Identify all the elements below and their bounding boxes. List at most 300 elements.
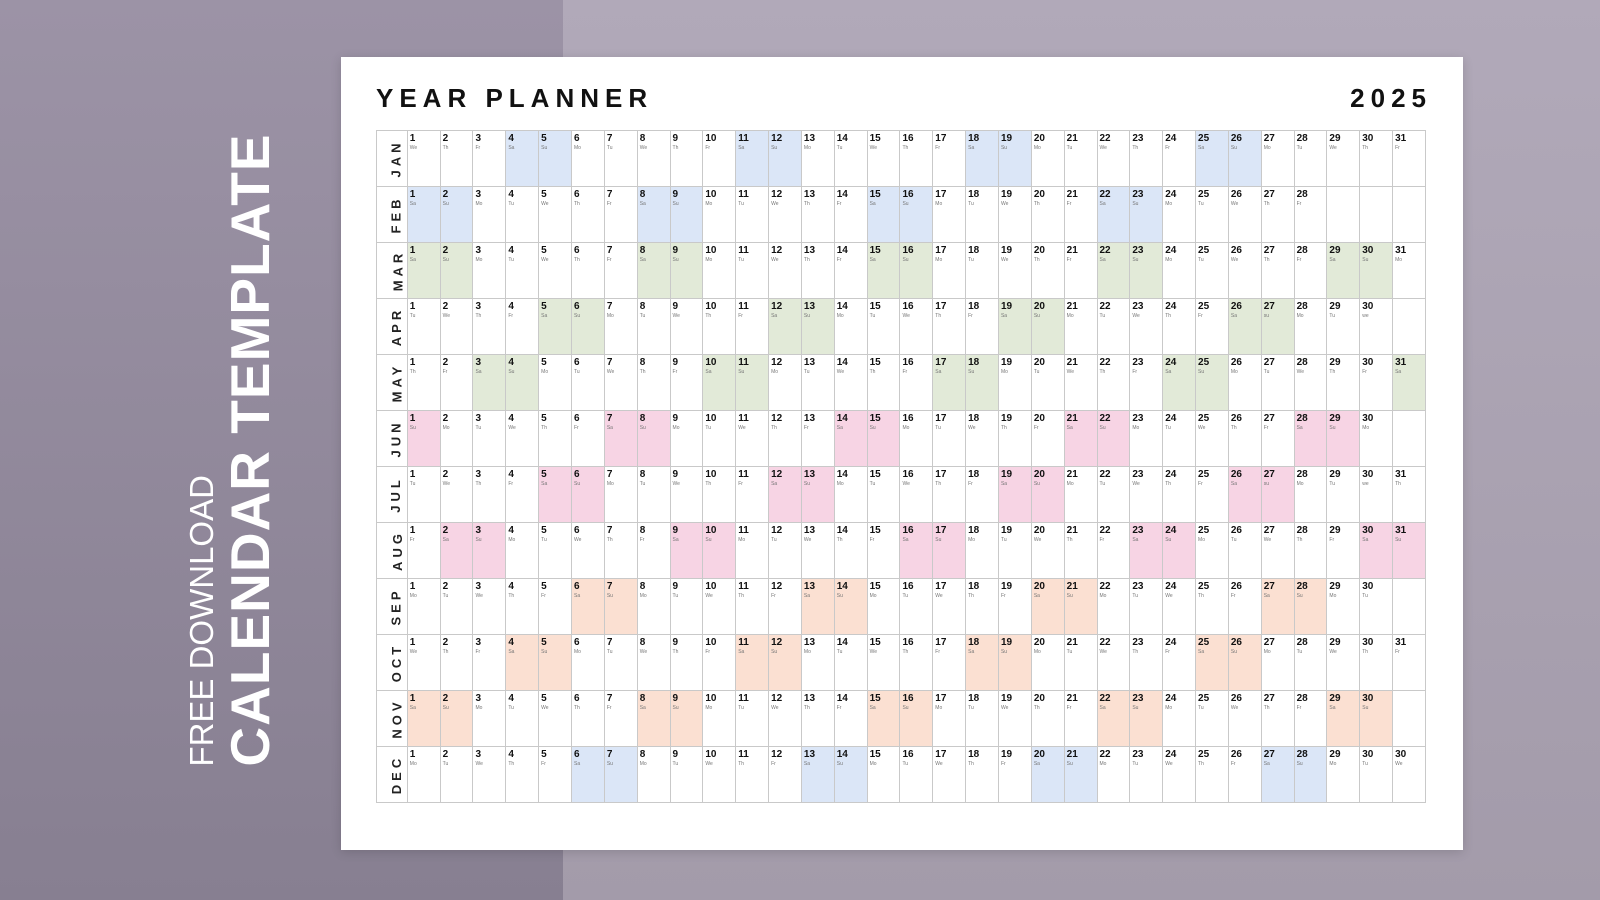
day-number: 28 xyxy=(1296,189,1308,200)
day-cell xyxy=(440,579,473,635)
weekday-abbrev: Mo xyxy=(1165,257,1173,263)
day-cell xyxy=(769,691,802,747)
weekday-abbrev: Sa xyxy=(672,537,679,543)
weekday-abbrev: Tu xyxy=(1329,313,1336,319)
day-number: 13 xyxy=(803,245,816,256)
weekday-abbrev: Tu xyxy=(902,761,909,767)
day-number: 6 xyxy=(574,301,580,312)
weekday-abbrev: We xyxy=(1263,537,1272,543)
weekday-abbrev: Su xyxy=(1132,705,1139,711)
weekday-abbrev: We xyxy=(771,201,779,207)
day-cell xyxy=(572,635,605,691)
weekday-abbrev: Mo xyxy=(1099,761,1107,767)
empty-day-cell xyxy=(1327,187,1360,243)
weekday-abbrev: Sa xyxy=(541,481,548,487)
day-number: 26 xyxy=(1230,637,1242,648)
day-number: 6 xyxy=(574,245,580,256)
day-number: 16 xyxy=(902,133,914,144)
side-promo-text xyxy=(182,133,281,767)
day-cell xyxy=(966,411,999,467)
month-row-feb xyxy=(377,187,1426,243)
calendar-template-heading: CALENDAR TEMPLATE xyxy=(219,133,281,767)
day-number: 18 xyxy=(968,469,980,480)
weekday-abbrev: Th xyxy=(606,537,613,543)
day-number: 22 xyxy=(1099,245,1111,256)
day-number: 21 xyxy=(1066,245,1078,256)
day-cell xyxy=(572,691,605,747)
weekday-abbrev: Th xyxy=(1198,761,1204,767)
weekday-abbrev: Fr xyxy=(1395,649,1400,655)
day-cell xyxy=(506,355,539,411)
weekday-abbrev: Sa xyxy=(1099,257,1106,263)
day-number: 14 xyxy=(836,525,848,536)
day-number: 7 xyxy=(606,189,613,200)
day-number: 24 xyxy=(1165,469,1177,480)
day-number: 27 xyxy=(1263,581,1275,592)
weekday-abbrev: Th xyxy=(1230,425,1237,431)
day-cell xyxy=(900,355,933,411)
day-number: 15 xyxy=(869,133,881,144)
day-cell xyxy=(1327,299,1360,355)
weekday-abbrev: Mo xyxy=(836,313,844,319)
day-cell xyxy=(1031,243,1064,299)
weekday-abbrev: We xyxy=(1198,425,1206,431)
weekday-abbrev: Su xyxy=(409,425,416,431)
day-number: 15 xyxy=(869,525,881,536)
day-cell xyxy=(604,131,637,187)
weekday-abbrev: Tu xyxy=(1099,481,1106,487)
weekday-abbrev: Tu xyxy=(1000,537,1007,543)
day-cell xyxy=(1393,635,1426,691)
day-number: 7 xyxy=(606,133,613,144)
day-cell xyxy=(933,299,966,355)
weekday-abbrev: Th xyxy=(869,369,876,375)
weekday-abbrev: Mo xyxy=(1329,593,1337,599)
day-cell xyxy=(1393,747,1426,803)
day-cell xyxy=(539,187,572,243)
weekday-abbrev: Mo xyxy=(705,257,713,263)
day-number: 20 xyxy=(1033,189,1045,200)
weekday-abbrev: Th xyxy=(672,649,679,655)
day-number: 12 xyxy=(771,693,783,704)
day-number: 6 xyxy=(574,357,580,368)
day-cell xyxy=(801,411,834,467)
day-number: 11 xyxy=(738,189,749,200)
day-number: 28 xyxy=(1296,357,1308,368)
weekday-abbrev: Mo xyxy=(1033,649,1041,655)
month-label-cell xyxy=(377,523,408,579)
weekday-abbrev: Fr xyxy=(968,481,973,487)
day-number: 27 xyxy=(1263,637,1275,648)
day-cell xyxy=(1196,579,1229,635)
day-number: 13 xyxy=(803,189,816,200)
day-number: 14 xyxy=(836,189,848,200)
day-cell xyxy=(834,299,867,355)
day-cell xyxy=(1031,467,1064,523)
weekday-abbrev: Su xyxy=(803,481,811,487)
weekday-abbrev: Su xyxy=(508,369,515,375)
day-cell xyxy=(1163,243,1196,299)
weekday-abbrev: We xyxy=(1395,761,1403,767)
day-cell xyxy=(670,243,703,299)
day-cell xyxy=(769,467,802,523)
weekday-abbrev: We xyxy=(541,201,549,207)
weekday-abbrev: Su xyxy=(1066,761,1073,767)
day-number: 15 xyxy=(869,469,881,480)
day-number: 16 xyxy=(902,357,914,368)
weekday-abbrev: We xyxy=(475,761,483,767)
day-cell xyxy=(1261,131,1294,187)
day-cell xyxy=(506,187,539,243)
weekday-abbrev: Su xyxy=(1198,369,1205,375)
day-cell xyxy=(1130,355,1163,411)
weekday-abbrev: Tu xyxy=(1198,257,1204,263)
day-number: 23 xyxy=(1132,693,1144,704)
day-cell xyxy=(998,747,1031,803)
day-number: 20 xyxy=(1033,637,1045,648)
weekday-abbrev: Mo xyxy=(574,145,581,151)
day-cell xyxy=(1327,691,1360,747)
weekday-abbrev: Sa xyxy=(541,313,548,319)
weekday-abbrev: Tu xyxy=(1033,369,1040,375)
day-cell xyxy=(604,355,637,411)
weekday-abbrev: Th xyxy=(639,369,646,375)
day-cell xyxy=(1196,523,1229,579)
day-cell xyxy=(736,579,769,635)
day-number: 14 xyxy=(836,301,848,312)
day-number: 20 xyxy=(1033,525,1045,536)
day-cell xyxy=(1031,131,1064,187)
day-cell xyxy=(1294,411,1327,467)
weekday-abbrev: Th xyxy=(1362,649,1369,655)
weekday-abbrev: Sa xyxy=(1296,425,1303,431)
weekday-abbrev: We xyxy=(541,257,549,263)
day-number: 1 xyxy=(409,749,416,760)
day-number: 11 xyxy=(738,693,749,704)
day-cell xyxy=(1097,187,1130,243)
weekday-abbrev: Fr xyxy=(738,481,743,487)
day-cell xyxy=(1130,131,1163,187)
weekday-abbrev: Su xyxy=(1362,257,1369,263)
day-number: 12 xyxy=(771,357,783,368)
day-number: 1 xyxy=(409,469,416,480)
day-number: 22 xyxy=(1099,413,1111,424)
weekday-abbrev: We xyxy=(836,369,845,375)
day-number: 23 xyxy=(1132,413,1144,424)
weekday-abbrev: Mo xyxy=(1263,145,1271,151)
weekday-abbrev: We xyxy=(1329,649,1337,655)
day-cell xyxy=(1097,635,1130,691)
weekday-abbrev: Tu xyxy=(574,369,580,375)
weekday-abbrev: Fr xyxy=(442,369,448,375)
day-number: 1 xyxy=(409,637,416,648)
day-number: 15 xyxy=(869,189,881,200)
day-cell xyxy=(900,411,933,467)
month-row-jan xyxy=(377,131,1426,187)
day-cell xyxy=(1327,523,1360,579)
weekday-abbrev: Sa xyxy=(1263,761,1270,767)
day-cell xyxy=(1261,243,1294,299)
day-cell xyxy=(1064,523,1097,579)
weekday-abbrev: Tu xyxy=(902,593,909,599)
day-number: 4 xyxy=(508,245,514,256)
day-cell xyxy=(473,691,506,747)
day-number: 2 xyxy=(442,581,449,592)
day-number: 28 xyxy=(1296,301,1308,312)
weekday-abbrev: Mo xyxy=(1230,369,1238,375)
day-cell xyxy=(1360,635,1393,691)
day-number: 20 xyxy=(1033,469,1045,480)
weekday-abbrev: Th xyxy=(442,649,449,655)
weekday-abbrev: Tu xyxy=(705,425,712,431)
weekday-abbrev: Tu xyxy=(606,145,613,151)
day-number: 3 xyxy=(475,245,482,256)
day-cell xyxy=(933,467,966,523)
day-number: 28 xyxy=(1296,693,1308,704)
day-cell xyxy=(604,411,637,467)
day-number: 21 xyxy=(1066,301,1078,312)
weekday-abbrev: Tu xyxy=(639,481,646,487)
weekday-abbrev: Tu xyxy=(475,425,482,431)
day-cell xyxy=(506,411,539,467)
weekday-abbrev: su xyxy=(1263,313,1269,319)
weekday-abbrev: Sa xyxy=(475,369,482,375)
weekday-abbrev: Sa xyxy=(1198,145,1205,151)
day-number: 6 xyxy=(574,637,580,648)
day-number: 24 xyxy=(1165,637,1177,648)
day-cell xyxy=(1327,355,1360,411)
day-number: 27 xyxy=(1263,469,1275,480)
day-number: 22 xyxy=(1099,693,1111,704)
weekday-abbrev: Sa xyxy=(1066,425,1073,431)
weekday-abbrev: Th xyxy=(935,481,942,487)
weekday-abbrev: Th xyxy=(935,313,942,319)
weekday-abbrev: Th xyxy=(1329,369,1336,375)
day-number: 28 xyxy=(1296,469,1308,480)
weekday-abbrev: Mo xyxy=(1165,201,1173,207)
weekday-abbrev: Su xyxy=(1000,649,1008,655)
day-cell xyxy=(572,243,605,299)
weekday-abbrev: Su xyxy=(1066,593,1073,599)
weekday-abbrev: Mo xyxy=(672,425,680,431)
weekday-abbrev: We xyxy=(409,145,418,151)
day-cell xyxy=(1261,747,1294,803)
weekday-abbrev: We xyxy=(541,705,549,711)
day-number: 11 xyxy=(738,245,749,256)
day-number: 14 xyxy=(836,693,848,704)
weekday-abbrev: Su xyxy=(803,313,811,319)
day-cell xyxy=(1261,411,1294,467)
weekday-abbrev: Mo xyxy=(1132,425,1140,431)
day-number: 15 xyxy=(869,637,881,648)
day-number: 30 xyxy=(1362,245,1374,256)
weekday-abbrev: Su xyxy=(902,705,909,711)
day-number: 2 xyxy=(442,245,449,256)
day-cell xyxy=(1261,579,1294,635)
weekday-abbrev: Fr xyxy=(541,593,546,599)
day-cell xyxy=(1327,747,1360,803)
day-number: 24 xyxy=(1165,749,1177,760)
day-cell xyxy=(539,523,572,579)
day-number: 7 xyxy=(606,245,613,256)
day-number: 11 xyxy=(738,581,749,592)
weekday-abbrev: Fr xyxy=(1296,257,1302,263)
day-number: 10 xyxy=(705,189,717,200)
weekday-abbrev: Sa xyxy=(1033,593,1040,599)
weekday-abbrev: Fr xyxy=(606,201,612,207)
month-row-dec xyxy=(377,747,1426,803)
weekday-abbrev: Sa xyxy=(639,201,646,207)
day-cell xyxy=(966,131,999,187)
day-cell xyxy=(703,523,736,579)
weekday-abbrev: Th xyxy=(475,481,482,487)
weekday-abbrev: Fr xyxy=(705,649,711,655)
day-cell xyxy=(1031,635,1064,691)
weekday-abbrev: Mo xyxy=(935,705,943,711)
day-cell xyxy=(539,299,572,355)
day-cell xyxy=(1163,467,1196,523)
day-number: 30 xyxy=(1362,413,1374,424)
day-cell xyxy=(867,691,900,747)
day-number: 12 xyxy=(771,581,783,592)
day-cell xyxy=(1360,243,1393,299)
day-cell xyxy=(1163,747,1196,803)
day-cell xyxy=(637,691,670,747)
day-cell xyxy=(1196,747,1229,803)
day-cell xyxy=(867,635,900,691)
day-cell xyxy=(1163,523,1196,579)
day-cell xyxy=(572,355,605,411)
day-cell xyxy=(637,187,670,243)
day-number: 28 xyxy=(1296,749,1308,760)
day-number: 25 xyxy=(1198,637,1210,648)
day-cell xyxy=(637,635,670,691)
day-cell xyxy=(801,467,834,523)
weekday-abbrev: Fr xyxy=(836,201,842,207)
day-number: 7 xyxy=(606,413,613,424)
day-number: 3 xyxy=(475,301,482,312)
weekday-abbrev: Th xyxy=(1395,481,1401,487)
day-number: 3 xyxy=(475,525,482,536)
day-cell xyxy=(440,187,473,243)
day-number: 22 xyxy=(1099,581,1111,592)
day-number: 18 xyxy=(968,749,980,760)
day-cell xyxy=(1360,691,1393,747)
weekday-abbrev: Fr xyxy=(1066,257,1072,263)
weekday-abbrev: We xyxy=(672,481,680,487)
weekday-abbrev: Sa xyxy=(869,201,876,207)
weekday-abbrev: Fr xyxy=(705,145,711,151)
weekday-abbrev: Sa xyxy=(1230,313,1237,319)
weekday-abbrev: Su xyxy=(672,705,679,711)
day-number: 12 xyxy=(771,189,783,200)
weekday-abbrev: Tu xyxy=(672,593,679,599)
day-number: 7 xyxy=(606,693,613,704)
day-cell xyxy=(769,523,802,579)
day-cell xyxy=(1261,523,1294,579)
day-cell xyxy=(670,467,703,523)
weekday-abbrev: Mo xyxy=(1395,257,1403,263)
weekday-abbrev: Fr xyxy=(1066,201,1072,207)
weekday-abbrev: Mo xyxy=(541,369,549,375)
weekday-abbrev: Th xyxy=(1132,145,1139,151)
day-cell xyxy=(1196,467,1229,523)
empty-day-cell xyxy=(1393,691,1426,747)
day-cell xyxy=(539,411,572,467)
weekday-abbrev: Su xyxy=(1033,481,1040,487)
weekday-abbrev: Th xyxy=(1362,145,1369,151)
day-cell xyxy=(572,299,605,355)
day-number: 19 xyxy=(1000,245,1013,256)
weekday-abbrev: Th xyxy=(1165,481,1172,487)
weekday-abbrev: Fr xyxy=(606,705,612,711)
weekday-abbrev: Su xyxy=(1296,761,1303,767)
day-number: 16 xyxy=(902,301,914,312)
weekday-abbrev: Su xyxy=(442,705,449,711)
day-number: 14 xyxy=(836,637,848,648)
month-label: MAY xyxy=(389,362,405,402)
day-number: 6 xyxy=(574,749,580,760)
day-number: 12 xyxy=(771,469,783,480)
day-number: 13 xyxy=(803,357,816,368)
weekday-abbrev: Fr xyxy=(1395,145,1400,151)
day-number: 14 xyxy=(836,469,848,480)
day-cell xyxy=(506,635,539,691)
day-number: 9 xyxy=(672,469,679,480)
day-cell xyxy=(1064,747,1097,803)
weekday-abbrev: Fr xyxy=(508,313,514,319)
day-number: 28 xyxy=(1296,133,1308,144)
day-number: 13 xyxy=(803,469,816,480)
day-cell xyxy=(769,187,802,243)
day-cell xyxy=(1393,467,1426,523)
day-cell xyxy=(998,355,1031,411)
weekday-abbrev: Su xyxy=(836,593,843,599)
day-number: 14 xyxy=(836,357,848,368)
weekday-abbrev: Su xyxy=(1033,313,1040,319)
month-row-jun xyxy=(377,411,1426,467)
day-cell xyxy=(966,747,999,803)
day-number: 27 xyxy=(1263,525,1275,536)
day-cell xyxy=(769,747,802,803)
day-cell xyxy=(1360,467,1393,523)
weekday-abbrev: Th xyxy=(1000,425,1007,431)
day-number: 12 xyxy=(771,413,783,424)
day-cell xyxy=(473,355,506,411)
day-number: 1 xyxy=(409,525,416,536)
day-cell xyxy=(736,635,769,691)
weekday-abbrev: Su xyxy=(606,761,613,767)
day-cell xyxy=(506,747,539,803)
day-cell xyxy=(1228,299,1261,355)
day-number: 25 xyxy=(1198,357,1210,368)
weekday-abbrev: Mo xyxy=(1066,481,1074,487)
day-number: 2 xyxy=(442,525,449,536)
weekday-abbrev: Su xyxy=(1296,593,1303,599)
day-number: 24 xyxy=(1165,693,1177,704)
day-cell xyxy=(736,131,769,187)
weekday-abbrev: Sa xyxy=(1263,593,1270,599)
day-cell xyxy=(1097,523,1130,579)
day-number: 8 xyxy=(639,525,646,536)
month-label-cell xyxy=(377,243,408,299)
weekday-abbrev: We xyxy=(1329,145,1337,151)
day-number: 11 xyxy=(738,525,749,536)
day-number: 29 xyxy=(1329,469,1341,480)
weekday-abbrev: Tu xyxy=(442,593,449,599)
weekday-abbrev: Tu xyxy=(1362,593,1368,599)
weekday-abbrev: Sa xyxy=(409,257,416,263)
